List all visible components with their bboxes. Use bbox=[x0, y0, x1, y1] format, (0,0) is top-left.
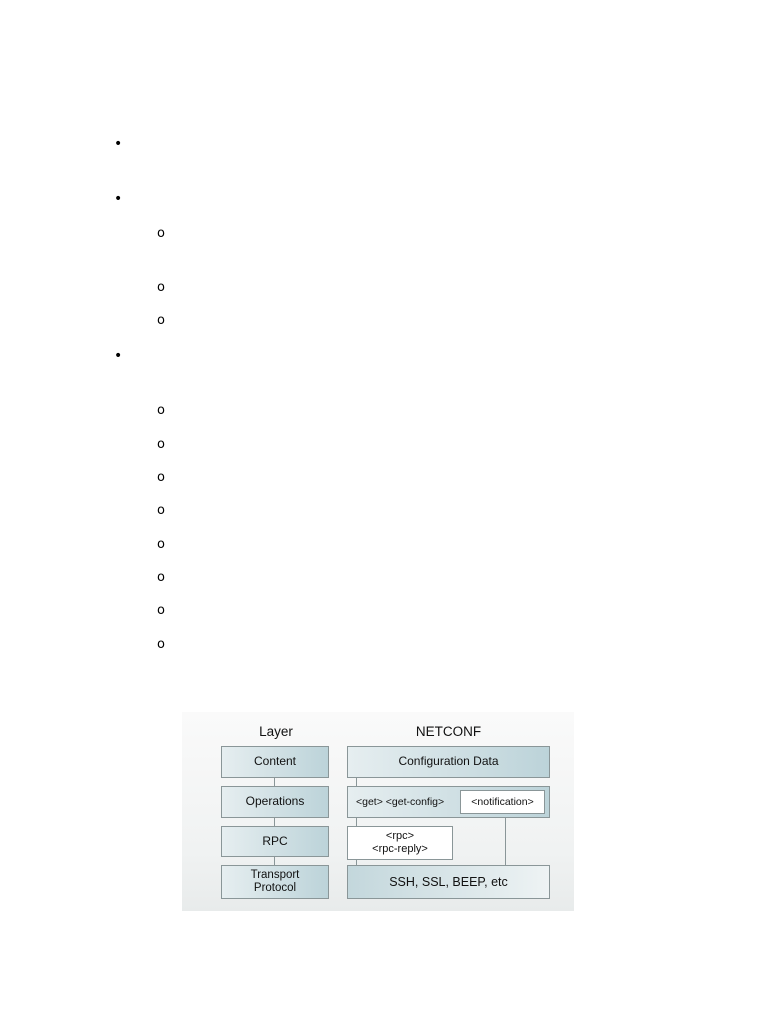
connector-line bbox=[356, 778, 357, 786]
sub-bullet-marker: o bbox=[157, 437, 165, 452]
sub-bullet-marker: o bbox=[157, 537, 165, 552]
netconf-notification-box: <notification> bbox=[460, 790, 545, 814]
sub-bullet-marker: o bbox=[157, 226, 165, 241]
sub-bullet-marker: o bbox=[157, 470, 165, 485]
sub-bullet-marker: o bbox=[157, 603, 165, 618]
sub-bullet-marker: o bbox=[157, 570, 165, 585]
operations-label: <get> <get-config> bbox=[356, 795, 445, 808]
connector-line bbox=[274, 778, 275, 786]
connector-line bbox=[274, 818, 275, 826]
netconf-rpc-box: <rpc> <rpc-reply> bbox=[347, 826, 453, 860]
layer-operations-box: Operations bbox=[221, 786, 329, 818]
connector-line bbox=[356, 818, 357, 826]
netconf-layer-diagram bbox=[182, 712, 574, 911]
netconf-transport-box: SSH, SSL, BEEP, etc bbox=[347, 865, 550, 899]
sub-bullet-marker: o bbox=[157, 403, 165, 418]
bullet-marker: • bbox=[114, 348, 123, 364]
notification-connector-line bbox=[505, 818, 506, 865]
connector-line bbox=[274, 857, 275, 865]
sub-bullet-marker: o bbox=[157, 637, 165, 652]
sub-bullet-marker: o bbox=[157, 313, 165, 328]
layer-content-box: Content bbox=[221, 746, 329, 778]
bullet-marker: • bbox=[114, 136, 123, 152]
layer-column-header: Layer bbox=[259, 724, 293, 739]
layer-rpc-box: RPC bbox=[221, 826, 329, 857]
netconf-configuration-data-box: Configuration Data bbox=[347, 746, 550, 778]
netconf-column-header: NETCONF bbox=[415, 724, 482, 739]
sub-bullet-marker: o bbox=[157, 503, 165, 518]
sub-bullet-marker: o bbox=[157, 280, 165, 295]
layer-transport-protocol-box: Transport Protocol bbox=[221, 865, 329, 899]
bullet-marker: • bbox=[114, 191, 123, 207]
